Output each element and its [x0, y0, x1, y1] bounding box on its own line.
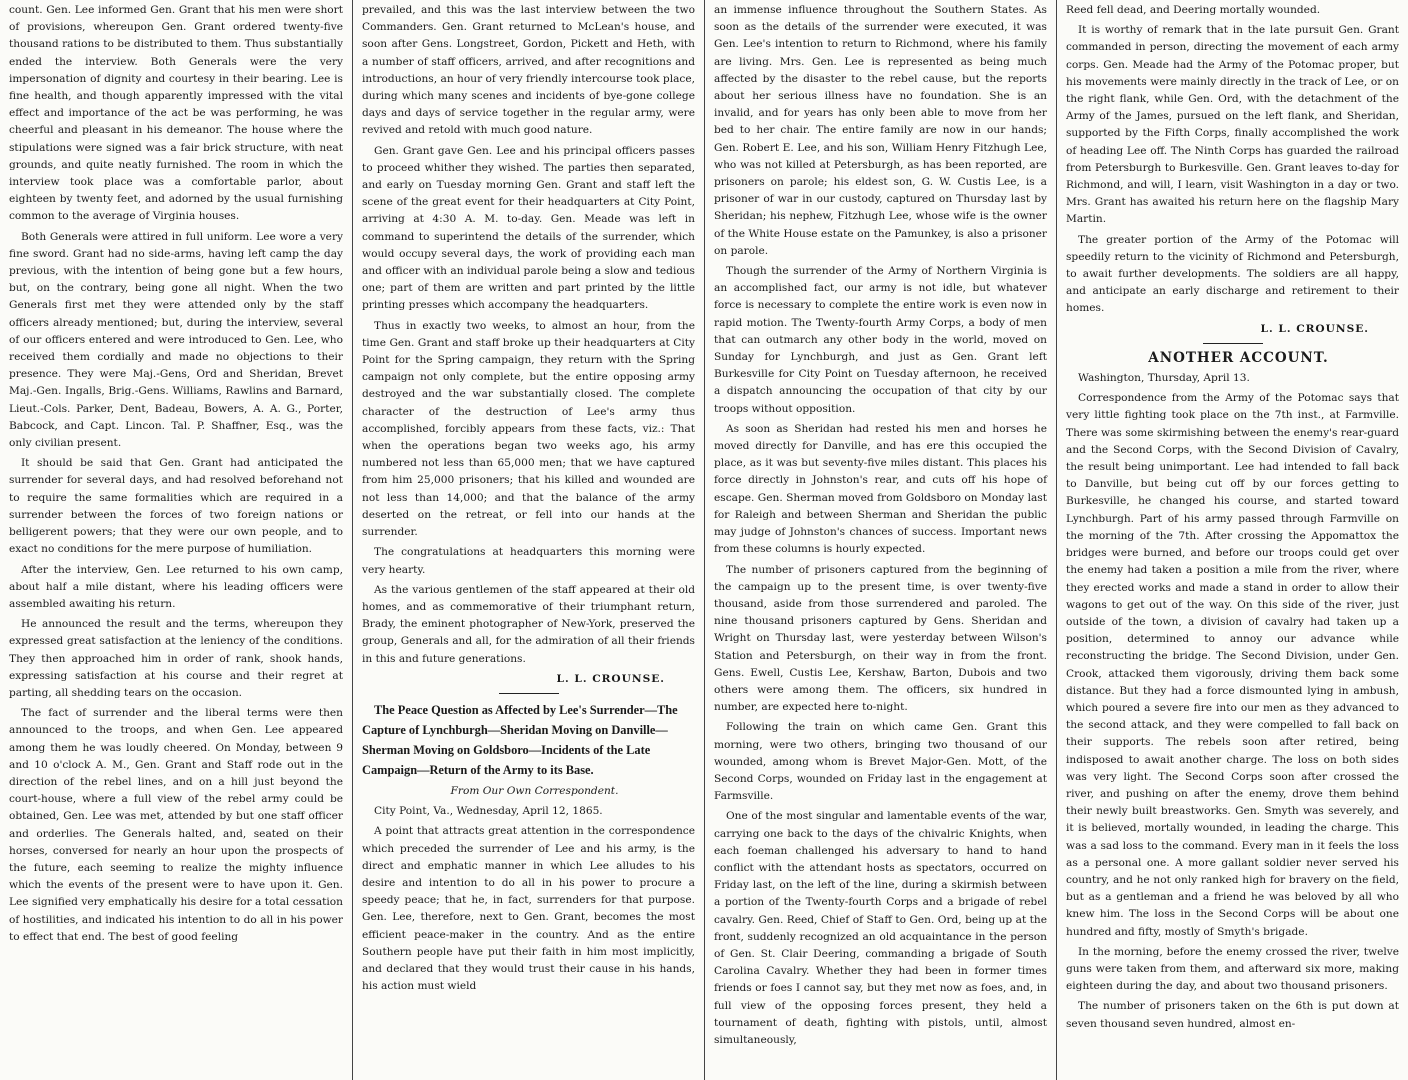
paragraph: After the interview, Gen. Lee returned to his own camp, about half a mile distant, where his leading officers were assembled awaiting his return. — [9, 563, 343, 610]
paragraph: The fact of surrender and the liberal terms were then announced to the troops, and when Gen. Lee appeared among them he was loudly cheered. On Monday, between 9 and 10 o'clock A. M., Gen. Grant and Staff rode out in the direction of the rebel lines, and on a hill just beyond the court-house, where a full view of the rebel army could be obtained, Gen. Lee was met, attended by but one staff officer and orderlies. The Generals halted, and, seated on their horses, conversed for nearly an hour upon the prospects of the future, each seeming to realize the mighty influence which the events of the present were to have upon it. Gen. Lee signified very emphatically his desire for a total cessation of hostilities, and indicated his intention to do all in his power to effect that end. The best of good feeling — [9, 707, 343, 943]
paragraph: Following the train on which came Gen. Grant this morning, were two others, bringing two thousand of our wounded, among whom is Brevet Major-Gen. Mott, of the Second Corps, wounded on Friday last in the engagement at Farmsville. — [714, 721, 1047, 803]
column-4 — [1056, 0, 1408, 1080]
byline: From Our Own Correspondent. — [450, 784, 619, 797]
column-1 — [0, 0, 352, 1080]
paragraph: It should be said that Gen. Grant had anticipated the surrender for several days, and had resolved beforehand not to require the same formalities which are required in a surrender between the forces of two foreign nations or belligerent powers; that they were our own people, and to exact no conditions for the mere purpose of humiliation. — [9, 457, 343, 556]
paragraph: The congratulations at headquarters this morning were very hearty. — [362, 546, 695, 576]
paragraph: an immense influence throughout the Southern States. As soon as the details of the surrender were executed, it was Gen. Lee's intention to return to Richmond, where his family are living. Mrs. Gen. Lee is represented as being much affected by the disaster to the rebel cause, but the reports about her serious illness have no foundation. She is an invalid, and for years has only been able to move from her bed to her chair. The entire family are now in our hands; Gen. Robert E. Lee, and his son, William Henry Fitzhugh Lee, who was not killed at Petersburgh, as has been reported, are prisoners on parole; his eldest son, G. W. Custis Lee, is a prisoner of war in our custody, captured on Thursday last by Sheridan; his nephew, Fitzhugh Lee, whose wife is the owner of the White House estate on the Pamunkey, is also a prisoner on parole. — [714, 4, 1047, 257]
paragraph: The number of prisoners captured from the beginning of the campaign up to the present time, is over twenty-five thousand, aside from those surrendered and paroled. The nine thousand prisoners captured by Gens. Sheridan and Wright on Thursday last, were yesterday between Wilson's Station and Petersburgh, on their way in from the front. Gens. Ewell, Custis Lee, Kershaw, Barton, Dubois and two others were among them. The officers, six hundred in number, are expected here to-night. — [714, 563, 1047, 714]
paragraph: prevailed, and this was the last interview between the two Commanders. Gen. Grant returned to McLean's house, and soon after Gens. Longstreet, Gordon, Pickett and Heth, with a number of staff officers, arrived, and after recognitions and introductions, an hour of very friendly intercourse took place, during which many scenes and incidents of bye-gone college days and days of service together in the regular army, were revived and retold with much good nature. — [362, 4, 695, 137]
paragraph: He announced the result and the terms, whereupon they expressed great satisfaction at the leniency of the conditions. They then approached him in order of rank, shook hands, expressing satisfaction at his course and their regret at parting, all shedding tears on the occasion. — [9, 618, 343, 699]
paragraph: Gen. Grant gave Gen. Lee and his principal officers passes to proceed whither they wished. The parties then separated, and early on Tuesday morning Gen. Grant and staff left the scene of the great event for their headquarters at City Point, arriving at 4:30 A. M. to-day. Gen. Meade was left in command to superintend the details of the surrender, which would occupy several days, the work of providing each man and officer with an individual parole being a slow and tedious one; part of them are written and part printed by the little printing presses which accompany the headquarters. — [362, 144, 695, 312]
divider — [499, 693, 559, 694]
paragraph: The greater portion of the Army of the Potomac will speedily return to the vicinity of Richmond and Petersburgh, to await further developments. The soldiers are all happy, and anticipate an early discharge and retirement to their homes. — [1066, 233, 1399, 315]
paragraph: Thus in exactly two weeks, to almost an hour, from the time Gen. Grant and staff broke up their headquarters at City Point for the Spring campaign, they return with the Spring campaign not only complete, but the entire opposing army destroyed and the war substantially closed. The complete character of the destruction of Lee's army thus accomplished, forcibly appears from these facts, viz.: That when the operations began two weeks ago, his army numbered not less than 65,000 men; that we have captured from him 25,000 prisoners; that his killed and wounded are not less than 14,000; and that the balance of the army deserted on the retreat, or fell into our hands at the surrender. — [362, 319, 695, 539]
paragraph: Though the surrender of the Army of Northern Virginia is an accomplished fact, our army is not idle, but whatever force is necessary to complete the entire work is even now in rapid motion. The Twenty-fourth Army Corps, a body of men that can outmarch any other body in the world, moved on Sunday for Lynchburgh, and just as Gen. Grant left Burkesville for City Point on Tuesday afternoon, he received a dispatch announcing the occupation of that city by our troops without opposition. — [714, 265, 1047, 415]
paragraph: Reed fell dead, and Deering mortally wounded. — [1066, 4, 1321, 16]
paragraph: Correspondence from the Army of the Potomac says that very little fighting took place on the 7th inst., at Farmville. There was some skirmishing between the enemy's rear-guard and the Second Corps, with the Second Division of Cavalry, the result being unimportant. Lee had intended to fall back to Danville, but being cut off by our forces getting to Burkesville, he changed his course, and started toward Lynchburgh. Part of his army passed through Farmville on the morning of the 7th. After crossing the Appomattox the bridges were burned, and before our troops could get over the enemy had taken a position a mile from the river, where they erected works and made a stand in order to allow their wagons to get out of the way. On this side of the river, just outside of the town, a division of cavalry had taken up a position, determined to annoy our advance while reconstructing the bridge. The Second Division, under Gen. Crook, attacked them vigorously, driving them back some distance. But they had a force dismounted lying in ambush, which poured a severe fire into our men as they advanced to the second attack, and they were compelled to fall back on their supports. The rebels soon after retired, being indisposed to await another charge. The loss on both sides was very light. The Second Corps soon after crossed the river, and pushing on after the enemy, drove them behind their newly built breastworks. Gen. Smyth was severely, and it is believed, mortally wounded, in leading the charge. This was a sad loss to the command. Every man in it feels the loss as a personal one. A more gallant soldier never served his country, and he not only ranked high for bravery on the field, but as a gentleman and a friend he was beloved by all who knew him. The loss in the Second Corps will be about one hundred and fifty, mostly of Smyth's brigade. — [1066, 392, 1399, 938]
column-2 — [352, 0, 704, 1080]
paragraph: It is worthy of remark that in the late pursuit Gen. Grant commanded in person, directing the movement of each army corps. Gen. Meade had the Army of the Potomac proper, but his movements were mainly directly in the track of Lee, or on the right flank, while Gen. Ord, with the detachment of the Army of the James, pursued on the left flank, and Sheridan, supported by the Fifth Corps, finally accomplished the work of heading Lee off. The Ninth Corps has guarded the railroad from Petersburgh to Burkesville. Gen. Grant leaves to-day for Richmond, and will, I learn, visit Washington in a day or two. Mrs. Grant has awaited his return here on the flagship Mary Martin. — [1066, 24, 1399, 226]
paragraph: The number of prisoners taken on the 6th is put down at seven thousand seven hundred, almost en- — [1066, 1000, 1399, 1030]
column-3 — [704, 0, 1056, 1080]
article-headline: The Peace Question as Affected by Lee's Surrender—The Capture of Lynchburgh—Sheridan Moving on Danville—Sherman Moving on Goldsboro—Incidents of the Late Campaign—Return of the Army to its Base. — [362, 702, 678, 777]
paragraph: As the various gentlemen of the staff appeared at their old homes, and as commemorative of their triumphant return, Brady, the eminent photographer of New-York, preserved the group, Generals and all, for the admiration of all their friends in this and future generations. — [362, 583, 695, 665]
paragraph: As soon as Sheridan had rested his men and horses he moved directly for Danville, and has ere this occupied the place, as it was but seventy-five miles distant. This places his force directly in Johnston's rear, and cuts off his hope of escape. Gen. Sherman moved from Goldsboro on Monday last for Raleigh and between Sherman and Sheridan the public may judge of Johnston's chances of success. Important news from these columns is hourly expected. — [714, 422, 1047, 556]
signature: L. L. CROUNSE. — [556, 672, 665, 685]
paragraph: In the morning, before the enemy crossed the river, twelve guns were taken from them, and afterward six more, making eighteen during the day, and about two thousand prisoners. — [1066, 945, 1399, 993]
paragraph: Both Generals were attired in full uniform. Lee wore a very fine sword. Grant had no side-arms, having left camp the day previous, with the intention of being gone but a few hours, but, on the contrary, being gone all night. When the two Generals first met they were attended only by the staff officers already mentioned; but, during the interview, several of our officers entered and were introduced to Gen. Lee, who received them cordially and made no objections to their presence. They were Maj.-Gens, Ord and Sheridan, Brevet Maj.-Gen. Ingalls, Brig.-Gens. Williams, Rawlins and Barnard, Lieut.-Cols. Parker, Dent, Badeau, Bowers, A. A. G., Porter, Babcock, and Capt. Lincon. Tal. P. Shaffner, Esq., was the only civilian present. — [9, 230, 343, 450]
divider — [1203, 343, 1263, 344]
signature: L. L. CROUNSE. — [1260, 322, 1369, 335]
paragraph: One of the most singular and lamentable events of the war, carrying one back to the days of the chivalric Knights, when each foeman challenged his adversary to hand to hand conflict with the attendant hosts as spectators, occurred on Friday last, on the left of the line, during a skirmish between a portion of the Twenty-fourth Corps and a brigade of rebel cavalry. Gen. Reed, Chief of Staff to Gen. Ord, being up at the front, suddenly recognized an old acquaintance in the person of Gen. St. Clair Deering, commanding a brigade of South Carolina Cavalry. Whether they had been in former times friends or foes I cannot say, but they met now as foes, and, in full view of the opposing forces present, they held a tournament of death, fighting with pistols, until, almost simultaneously, — [714, 810, 1047, 1046]
section-heading: ANOTHER ACCOUNT. — [1148, 349, 1329, 366]
dateline: City Point, Va., Wednesday, April 12, 1865. — [374, 805, 603, 818]
dateline: Washington, Thursday, April 13. — [1078, 372, 1250, 385]
paragraph: A point that attracts great attention in the correspondence which preceded the surrender of Lee and his army, is the direct and emphatic manner in which Lee alludes to his desire and intention to do all in his power to procure a speedy peace; that he, in fact, surrenders for that purpose. Gen. Lee, therefore, next to Gen. Grant, becomes the most efficient peace-maker in the country. And as the entire Southern people have put their faith in him most implicitly, and declared that they would trust their cause in his hands, his action must wield — [362, 825, 695, 993]
paragraph: count. Gen. Lee informed Gen. Grant that his men were short of provisions, whereupon Gen. Grant ordered twenty-five thousand rations to be distributed to them. Thus substantially ended the interview. Both Generals were the very impersonation of dignity and courtesy in their bearing. Lee is fine health, and though apparently impressed with the vital effect and importance of the act be was performing, he was cheerful and pleasant in his demeanor. The house where the stipulations were signed was a fair brick structure, with neat grounds, and quite neatly furnished. The room in which the interview took place was a comfortable parlor, about eighteen by twenty feet, and adorned by the usual furnishing common to the average of Virginia houses. — [9, 4, 343, 223]
